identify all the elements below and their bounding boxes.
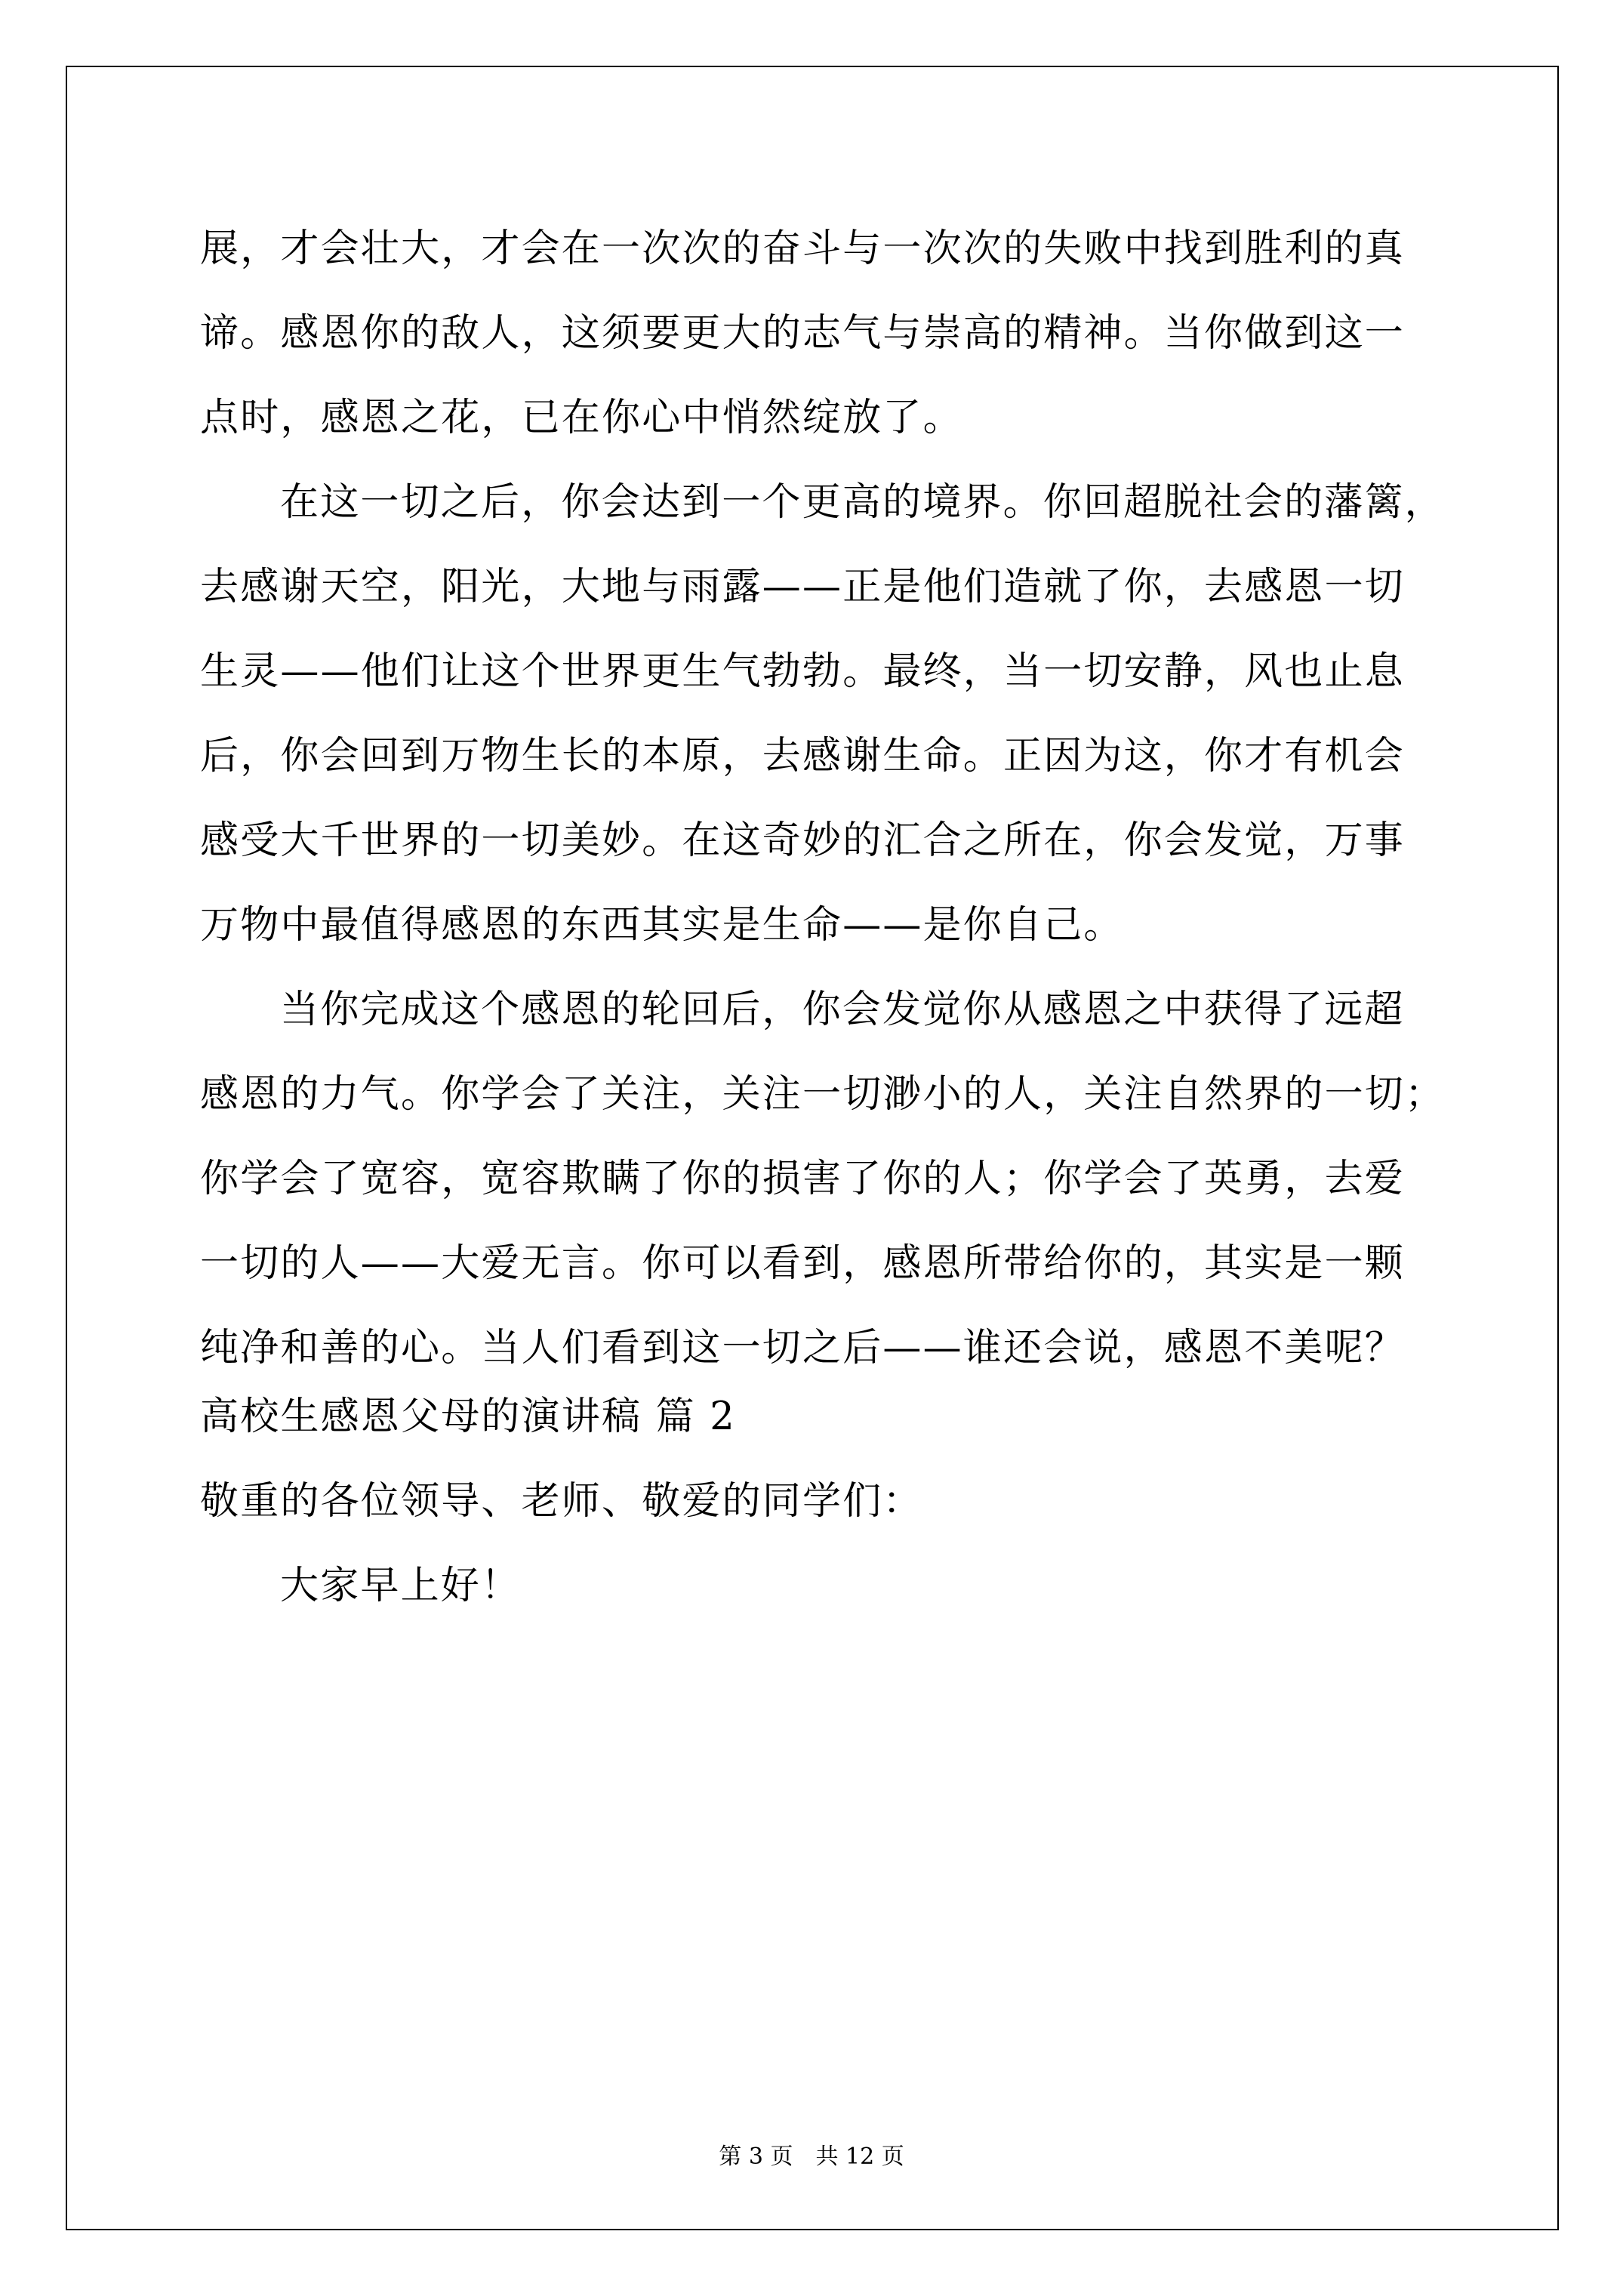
- text-line: 去感谢天空，阳光，大地与雨露——正是他们造就了你，去感恩一切: [200, 565, 1406, 609]
- text-line: 谛。感恩你的敌人，这须要更大的志气与崇高的精神。当你做到这一: [200, 311, 1406, 356]
- text-line: 感受大千世界的一切美妙。在这奇妙的汇合之所在，你会发觉，万事: [200, 818, 1406, 863]
- paragraph-first-line: 在这一切之后，你会达到一个更高的境界。你回超脱社会的藩篱，: [280, 480, 1445, 525]
- text-line: 展，才会壮大，才会在一次次的奋斗与一次次的失败中找到胜利的真: [200, 227, 1406, 271]
- text-line: 感恩的力气。你学会了关注，关注一切渺小的人，关注自然界的一切；: [200, 1072, 1446, 1117]
- paragraph-first-line: 当你完成这个感恩的轮回后，你会发觉你从感恩之中获得了远超: [280, 988, 1405, 1032]
- text-line: 一切的人——大爱无言。你可以看到，感恩所带给你的，其实是一颗: [200, 1241, 1406, 1286]
- text-line: 你学会了宽容，宽容欺瞒了你的损害了你的人；你学会了英勇，去爱: [200, 1157, 1406, 1201]
- text-line: 后，你会回到万物生长的本原，去感谢生命。正因为这，你才有机会: [200, 734, 1406, 778]
- text-line: 纯净和善的心。当人们看到这一切之后——谁还会说，感恩不美呢？: [200, 1326, 1406, 1370]
- page-number: 第 3 页: [719, 2143, 793, 2170]
- greeting: 大家早上好！: [280, 1564, 522, 1608]
- page-total: 共 12 页: [815, 2143, 904, 2170]
- salutation: 敬重的各位领导、老师、敬爱的同学们：: [200, 1479, 923, 1524]
- page-footer: [0, 2143, 1623, 2170]
- text-line: 万物中最值得感恩的东西其实是生命——是你自己。: [200, 903, 1124, 948]
- section-heading: 高校生感恩父母的演讲稿 篇 2: [200, 1395, 736, 1439]
- text-line: 生灵——他们让这个世界更生气勃勃。最终，当一切安静，风也止息: [200, 649, 1406, 694]
- page-border: [66, 66, 1559, 2230]
- text-line: 点时，感恩之花，已在你心中悄然绽放了。: [200, 396, 963, 440]
